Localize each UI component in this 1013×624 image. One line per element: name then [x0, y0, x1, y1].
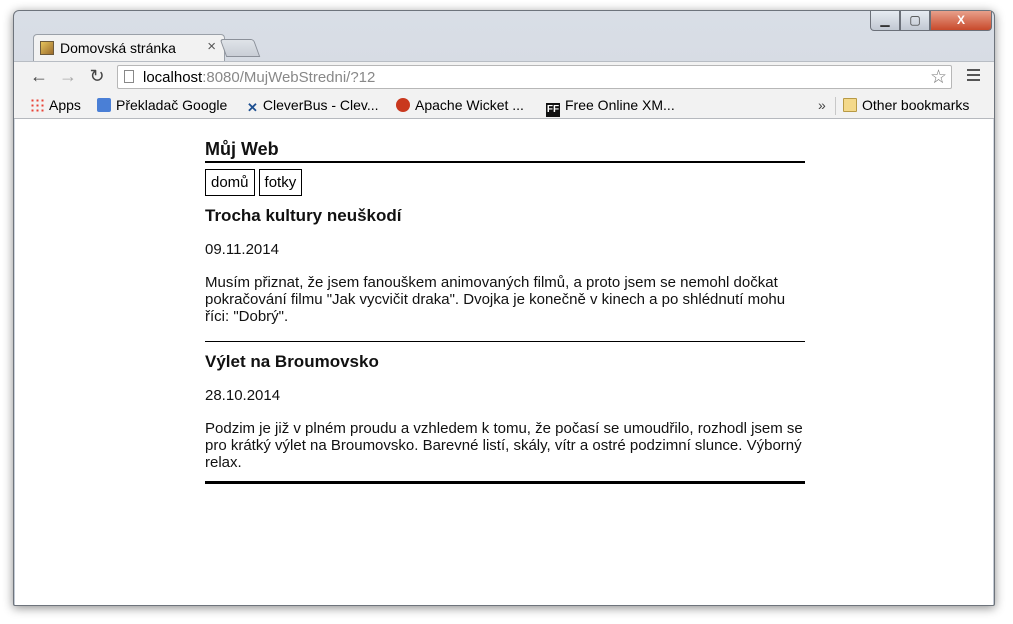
address-bar[interactable]	[117, 65, 952, 89]
article	[205, 206, 805, 342]
bookmark-label: CleverBus - Clev...	[262, 97, 379, 113]
article	[205, 352, 805, 484]
forward-button[interactable]: →	[59, 66, 77, 86]
wicket-icon	[396, 98, 410, 112]
article-date: 09.11.2014	[205, 241, 279, 258]
close-tab-icon[interactable]: ×	[207, 38, 216, 55]
bookmarks-separator	[835, 97, 836, 115]
tab-home[interactable]	[33, 34, 225, 61]
other-bookmarks-label: Other bookmarks	[862, 97, 970, 113]
new-tab-button[interactable]	[220, 39, 261, 57]
url-text	[143, 69, 375, 86]
cleverbus-icon: ✕	[247, 100, 258, 115]
url-path: :8080/MujWebStredni/?12	[202, 69, 376, 86]
reload-button[interactable]: ↻	[89, 66, 105, 86]
site-title: Můj Web	[205, 139, 805, 163]
apps-grid-icon	[30, 98, 44, 112]
site-nav	[205, 169, 805, 196]
bookmark-label: Apps	[49, 97, 81, 113]
article-text: Musím přiznat, že jsem fanouškem animovaných filmů, a proto jsem se nemohl dočkat pokračování filmu "Jak vycvičit draka". Dvojka je konečně v kinech a po shlédnutí mohu říci: "Dobrý".	[205, 274, 786, 325]
article-text: Podzim je již v plném proudu a vzhledem k tomu, že počasí se umoudřilo, rozhodl jsem se pro krátký výlet na Broumovsko. Barevné listí, skály, vítr a ostré podzimní slunce. Výborný relax.	[205, 420, 803, 471]
article-title: Výlet na Broumovsko	[205, 352, 379, 371]
window-controls	[870, 11, 992, 31]
bookmark-free-online-xml[interactable]	[546, 97, 675, 117]
bookmark-label: Překladač Google	[116, 97, 228, 113]
other-bookmarks-button[interactable]	[843, 97, 969, 113]
bookmark-google-translate[interactable]	[97, 97, 227, 113]
bookmarks-overflow-button[interactable]: »	[818, 97, 826, 113]
browser-window	[13, 10, 995, 606]
bookmark-label: Free Online XM...	[565, 97, 675, 113]
bookmark-cleverbus[interactable]	[247, 97, 379, 114]
back-button[interactable]: ←	[30, 66, 48, 86]
maximize-button[interactable]: ▢	[900, 11, 930, 31]
favicon-icon	[40, 41, 54, 55]
google-translate-icon	[97, 98, 111, 112]
page-body	[205, 139, 805, 484]
url-host: localhost	[143, 69, 203, 86]
chrome-menu-icon[interactable]	[967, 69, 980, 84]
page-viewport	[15, 119, 993, 605]
article-title: Trocha kultury neuškodí	[205, 206, 402, 225]
bookmarks-bar	[14, 93, 994, 119]
nav-link-photos[interactable]: fotky	[259, 169, 303, 196]
article-date: 28.10.2014	[205, 387, 281, 404]
browser-toolbar	[14, 61, 994, 93]
bookmark-label: Apache Wicket ...	[415, 97, 524, 113]
minimize-button[interactable]: ▁	[870, 11, 900, 31]
bookmark-star-icon[interactable]: ☆	[929, 67, 947, 88]
tab-title: Domovská stránka	[60, 40, 176, 56]
nav-link-home[interactable]: domů	[205, 169, 255, 196]
folder-icon	[843, 98, 857, 112]
tab-strip	[14, 11, 994, 61]
page-icon	[124, 70, 134, 83]
ff-icon: FF	[546, 104, 560, 115]
bookmark-apps[interactable]	[30, 97, 81, 113]
bookmark-apache-wicket[interactable]	[396, 97, 524, 113]
close-window-button[interactable]: X	[930, 11, 992, 31]
